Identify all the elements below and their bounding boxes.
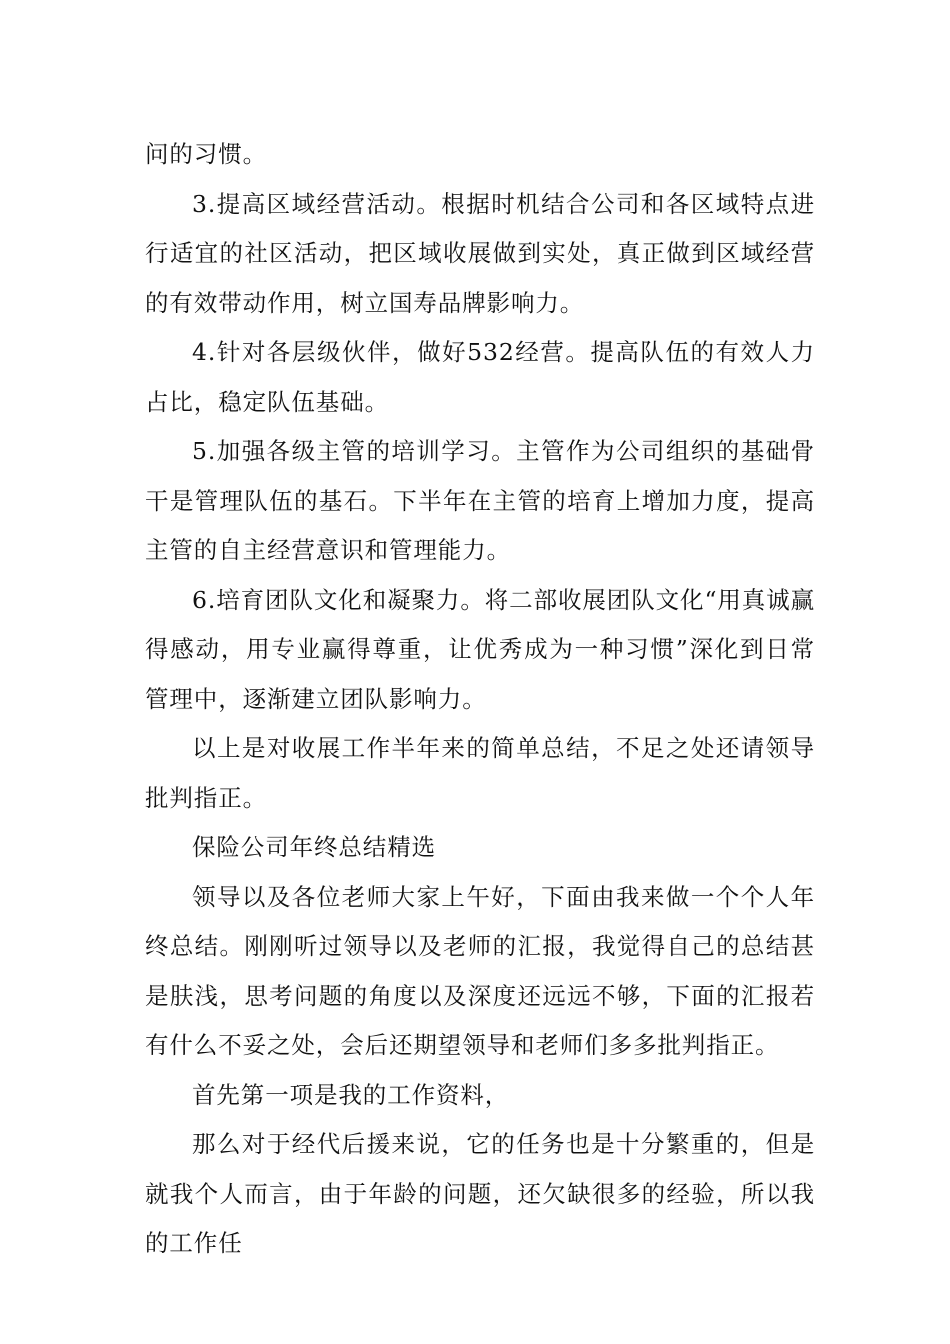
paragraph-item-4: 4.针对各层级伙伴，做好532经营。提高队伍的有效人力占比，稳定队伍基础。	[145, 338, 815, 416]
paragraph-work-content: 那么对于经代后援来说，它的任务也是十分繁重的，但是就我个人而言，由于年龄的问题，还欠缺很多的经验，所以我的工作任	[145, 1130, 815, 1257]
paragraph-opening: 领导以及各位老师大家上午好，下面由我来做一个个人年终总结。刚刚听过领导以及老师的汇报，我觉得自己的总结甚是肤浅，思考问题的角度以及深度还远远不够，下面的汇报若有什么不妥之处，会后还期望领导和老师们多多批判指正。	[145, 882, 815, 1059]
paragraph-continuation: 问的习惯。	[145, 140, 267, 168]
paragraph-conclusion: 以上是对收展工作半年来的简单总结，不足之处还请领导批判指正。	[145, 734, 815, 812]
paragraph-first-item: 首先第一项是我的工作资料，	[192, 1080, 510, 1109]
paragraph-item-5: 5.加强各级主管的培训学习。主管作为公司组织的基础骨干是管理队伍的基石。下半年在主管的培育上增加力度，提高主管的自主经营意识和管理能力。	[145, 437, 815, 564]
paragraph-item-6: 6.培育团队文化和凝聚力。将二部收展团队文化“用真诚赢得感动，用专业赢得尊重，让优秀成为一种习惯”深化到日常管理中，逐渐建立团队影响力。	[145, 585, 815, 713]
section-title: 保险公司年终总结精选	[192, 833, 436, 861]
paragraph-item-3: 3.提高区域经营活动。根据时机结合公司和各区域特点进行适宜的社区活动，把区域收展做到实处，真正做到区域经营的有效带动作用，树立国寿品牌影响力。	[145, 189, 815, 317]
document-body	[145, 130, 815, 1269]
